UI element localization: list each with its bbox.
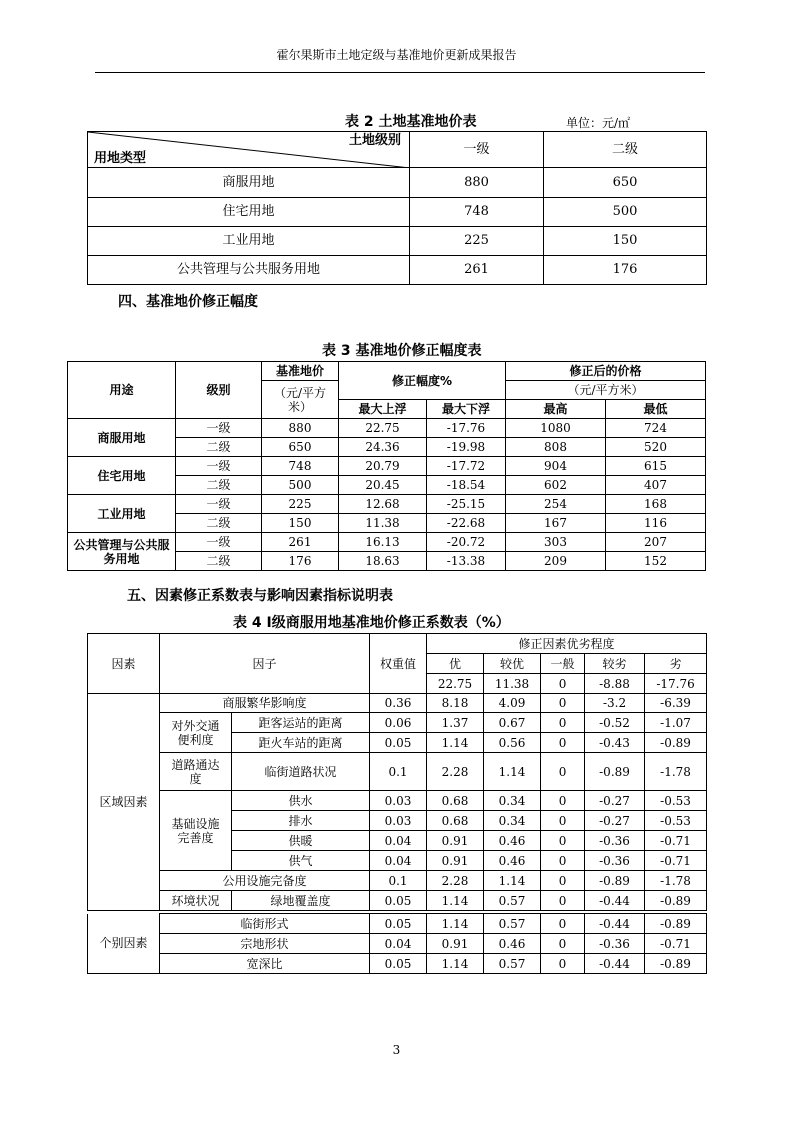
coef-cell: 0 <box>541 694 585 713</box>
header-corrected-unit: （元/平方米） <box>506 381 706 400</box>
weight-cell: 0.05 <box>370 954 427 974</box>
high-cell: 303 <box>506 533 606 552</box>
factor-name: 商服繁华影响度 <box>160 694 370 713</box>
level-cell: 一级 <box>176 495 262 514</box>
corner-bottom-label: 用地类型 <box>94 151 147 166</box>
coef-cell: -0.27 <box>585 811 645 831</box>
down-cell: -17.76 <box>427 419 506 438</box>
up-cell: 18.63 <box>339 552 427 571</box>
table4-correction-coefficients <box>87 633 707 911</box>
coef-cell: 0 <box>541 954 585 974</box>
coef-cell: -0.44 <box>585 914 645 934</box>
level-cell: 二级 <box>176 514 262 533</box>
coef-cell: -0.44 <box>585 954 645 974</box>
price-cell: 150 <box>544 227 707 256</box>
header-rule <box>95 72 705 73</box>
factor-name: 供暖 <box>232 831 370 851</box>
coef-cell: 0.34 <box>484 791 541 811</box>
coef-cell: 1.14 <box>484 871 541 891</box>
coef-cell: -0.89 <box>645 891 707 911</box>
price-cell: 748 <box>262 457 339 476</box>
coef-cell: 0.68 <box>427 791 484 811</box>
coef-cell: 0 <box>541 733 585 753</box>
header-factor-group: 因素 <box>88 634 160 694</box>
weight-cell: 0.03 <box>370 811 427 831</box>
up-cell: 16.13 <box>339 533 427 552</box>
table-row <box>88 256 707 285</box>
coef-cell: -0.52 <box>585 713 645 733</box>
grade-value: -17.76 <box>645 674 707 694</box>
table3-price-adjustment-range <box>67 361 706 571</box>
coef-cell: 0 <box>541 791 585 811</box>
high-cell: 602 <box>506 476 606 495</box>
coef-cell: 0 <box>541 914 585 934</box>
coef-cell: 0 <box>541 891 585 911</box>
coef-cell: 1.14 <box>484 753 541 791</box>
table-row <box>68 533 706 552</box>
coef-cell: 0.56 <box>484 733 541 753</box>
level-cell: 二级 <box>176 438 262 457</box>
level-cell: 二级 <box>176 476 262 495</box>
table-row <box>88 934 707 954</box>
use-cell: 公共管理与公共服务用地 <box>68 533 176 571</box>
coef-cell: -0.36 <box>585 934 645 954</box>
table-row <box>88 753 707 791</box>
table-row <box>88 694 707 713</box>
price-cell: 261 <box>410 256 544 285</box>
header-base-unit: （元/平方米） <box>262 381 339 419</box>
table2-caption: 表 2 土地基准地价表 <box>345 114 477 130</box>
table-row <box>68 495 706 514</box>
price-cell: 500 <box>544 198 707 227</box>
down-cell: -20.72 <box>427 533 506 552</box>
header-low: 最低 <box>606 400 706 419</box>
land-use-type: 公共管理与公共服务用地 <box>88 256 410 285</box>
coef-cell: 0.57 <box>484 914 541 934</box>
weight-cell: 0.1 <box>370 753 427 791</box>
price-cell: 880 <box>410 168 544 198</box>
coef-cell: -1.07 <box>645 713 707 733</box>
coef-cell: -0.53 <box>645 811 707 831</box>
table-row <box>88 891 707 911</box>
table-row <box>88 954 707 974</box>
coef-cell: 1.14 <box>427 914 484 934</box>
grade-header: 优 <box>427 654 484 674</box>
up-cell: 20.79 <box>339 457 427 476</box>
coef-cell: 1.14 <box>427 733 484 753</box>
level-cell: 二级 <box>176 552 262 571</box>
table2-base-land-price <box>87 131 707 285</box>
factor-name: 公用设施完备度 <box>160 871 370 891</box>
coef-cell: -0.89 <box>585 871 645 891</box>
coef-cell: 0 <box>541 871 585 891</box>
header-corrected: 修正后的价格 <box>506 362 706 381</box>
coef-cell: -1.78 <box>645 753 707 791</box>
level-cell: 一级 <box>176 533 262 552</box>
table-row <box>88 168 707 198</box>
table-row <box>88 198 707 227</box>
section4-heading: 四、基准地价修正幅度 <box>118 294 258 310</box>
use-cell: 住宅用地 <box>68 457 176 495</box>
coef-cell: 2.28 <box>427 753 484 791</box>
coef-cell: 0.57 <box>484 891 541 911</box>
header-base-price: 基准地价 <box>262 362 339 381</box>
header-weight: 权重值 <box>370 634 427 694</box>
factor-name: 宗地形状 <box>160 934 370 954</box>
weight-cell: 0.1 <box>370 871 427 891</box>
header-degree: 修正因素优劣程度 <box>427 634 707 654</box>
grade-header: 劣 <box>645 654 707 674</box>
down-cell: -19.98 <box>427 438 506 457</box>
factor-name: 供水 <box>232 791 370 811</box>
coef-cell: 0.34 <box>484 811 541 831</box>
weight-cell: 0.04 <box>370 851 427 871</box>
weight-cell: 0.04 <box>370 831 427 851</box>
down-cell: -17.72 <box>427 457 506 476</box>
level-cell: 一级 <box>176 457 262 476</box>
factor-name: 排水 <box>232 811 370 831</box>
table2-unit: 单位：元/㎡ <box>566 116 631 130</box>
coef-cell: 0.46 <box>484 831 541 851</box>
coef-cell: 0.91 <box>427 851 484 871</box>
coef-cell: 4.09 <box>484 694 541 713</box>
coef-cell: 0 <box>541 934 585 954</box>
price-cell: 150 <box>262 514 339 533</box>
table4-caption: 表 4 Ⅰ级商服用地基准地价修正系数表（%） <box>233 615 510 631</box>
coef-cell: 0 <box>541 851 585 871</box>
header-range: 修正幅度% <box>339 362 506 400</box>
corner-top-label: 土地级别 <box>348 133 401 148</box>
down-cell: -13.38 <box>427 552 506 571</box>
factor-name: 距火车站的距离 <box>232 733 370 753</box>
weight-cell: 0.03 <box>370 791 427 811</box>
high-cell: 167 <box>506 514 606 533</box>
factor-name: 临街道路状况 <box>232 753 370 791</box>
weight-cell: 0.36 <box>370 694 427 713</box>
up-cell: 20.45 <box>339 476 427 495</box>
header-level: 级别 <box>176 362 262 419</box>
high-cell: 254 <box>506 495 606 514</box>
subgroup-traffic: 对外交通便利度 <box>160 713 232 753</box>
section5-heading: 五、因素修正系数表与影响因素指标说明表 <box>127 588 393 604</box>
table4-individual-factors <box>87 913 707 974</box>
low-cell: 207 <box>606 533 706 552</box>
low-cell: 520 <box>606 438 706 457</box>
header-max-up: 最大上浮 <box>339 400 427 419</box>
coef-cell: -0.89 <box>645 733 707 753</box>
up-cell: 22.75 <box>339 419 427 438</box>
table-row <box>68 457 706 476</box>
coef-cell: 0.67 <box>484 713 541 733</box>
high-cell: 808 <box>506 438 606 457</box>
header-max-down: 最大下浮 <box>427 400 506 419</box>
factor-name: 距客运站的距离 <box>232 713 370 733</box>
low-cell: 724 <box>606 419 706 438</box>
grade-value: -8.88 <box>585 674 645 694</box>
weight-cell: 0.05 <box>370 914 427 934</box>
grade-header: 较劣 <box>585 654 645 674</box>
subgroup-infra: 基础设施完善度 <box>160 791 232 871</box>
low-cell: 116 <box>606 514 706 533</box>
price-cell: 880 <box>262 419 339 438</box>
coef-cell: -0.89 <box>585 753 645 791</box>
weight-cell: 0.05 <box>370 891 427 911</box>
running-header: 霍尔果斯市土地定级与基准地价更新成果报告 <box>276 48 517 62</box>
price-cell: 225 <box>410 227 544 256</box>
land-use-type: 工业用地 <box>88 227 410 256</box>
low-cell: 152 <box>606 552 706 571</box>
coef-cell: -3.2 <box>585 694 645 713</box>
up-cell: 11.38 <box>339 514 427 533</box>
factor-name: 供气 <box>232 851 370 871</box>
coef-cell: 0 <box>541 831 585 851</box>
factor-name: 临街形式 <box>160 914 370 934</box>
coef-cell: 1.37 <box>427 713 484 733</box>
down-cell: -25.15 <box>427 495 506 514</box>
high-cell: 209 <box>506 552 606 571</box>
column-header: 一级 <box>410 132 544 168</box>
price-cell: 225 <box>262 495 339 514</box>
table-row <box>68 419 706 438</box>
regional-factor-label: 区域因素 <box>88 694 160 911</box>
coef-cell: -0.43 <box>585 733 645 753</box>
grade-value: 22.75 <box>427 674 484 694</box>
coef-cell: 0 <box>541 753 585 791</box>
low-cell: 615 <box>606 457 706 476</box>
coef-cell: 8.18 <box>427 694 484 713</box>
coef-cell: -0.36 <box>585 831 645 851</box>
coef-cell: -0.89 <box>645 914 707 934</box>
level-cell: 一级 <box>176 419 262 438</box>
grade-header: 一般 <box>541 654 585 674</box>
factor-name: 宽深比 <box>160 954 370 974</box>
coef-cell: 0.57 <box>484 954 541 974</box>
coef-cell: -6.39 <box>645 694 707 713</box>
header-factor: 因子 <box>160 634 370 694</box>
coef-cell: 0 <box>541 713 585 733</box>
coef-cell: -1.78 <box>645 871 707 891</box>
use-cell: 商服用地 <box>68 419 176 457</box>
coef-cell: -0.71 <box>645 934 707 954</box>
coef-cell: 0.91 <box>427 934 484 954</box>
coef-cell: -0.53 <box>645 791 707 811</box>
price-cell: 261 <box>262 533 339 552</box>
coef-cell: -0.44 <box>585 891 645 911</box>
subgroup-env: 环境状况 <box>160 891 232 911</box>
land-use-type: 商服用地 <box>88 168 410 198</box>
price-cell: 650 <box>262 438 339 457</box>
price-cell: 650 <box>544 168 707 198</box>
header-high: 最高 <box>506 400 606 419</box>
table-row <box>88 914 707 934</box>
grade-value: 0 <box>541 674 585 694</box>
low-cell: 407 <box>606 476 706 495</box>
header-use: 用途 <box>68 362 176 419</box>
table-row <box>88 871 707 891</box>
price-cell: 500 <box>262 476 339 495</box>
coef-cell: 0.68 <box>427 811 484 831</box>
price-cell: 748 <box>410 198 544 227</box>
down-cell: -18.54 <box>427 476 506 495</box>
subgroup-road: 道路通达度 <box>160 753 232 791</box>
use-cell: 工业用地 <box>68 495 176 533</box>
high-cell: 904 <box>506 457 606 476</box>
land-use-type: 住宅用地 <box>88 198 410 227</box>
coef-cell: 0.91 <box>427 831 484 851</box>
coef-cell: -0.36 <box>585 851 645 871</box>
coef-cell: 0 <box>541 811 585 831</box>
coef-cell: 0.46 <box>484 934 541 954</box>
table3-caption: 表 3 基准地价修正幅度表 <box>322 343 482 359</box>
coef-cell: -0.89 <box>645 954 707 974</box>
weight-cell: 0.04 <box>370 934 427 954</box>
weight-cell: 0.06 <box>370 713 427 733</box>
coef-cell: -0.27 <box>585 791 645 811</box>
individual-factor-label: 个别因素 <box>88 914 160 974</box>
grade-value: 11.38 <box>484 674 541 694</box>
table-row <box>88 713 707 733</box>
coef-cell: -0.71 <box>645 831 707 851</box>
page-number: 3 <box>392 1043 401 1057</box>
down-cell: -22.68 <box>427 514 506 533</box>
table2-corner-cell <box>88 132 410 168</box>
grade-header: 较优 <box>484 654 541 674</box>
price-cell: 176 <box>544 256 707 285</box>
table-row <box>88 227 707 256</box>
high-cell: 1080 <box>506 419 606 438</box>
weight-cell: 0.05 <box>370 733 427 753</box>
up-cell: 12.68 <box>339 495 427 514</box>
coef-cell: 1.14 <box>427 954 484 974</box>
coef-cell: -0.71 <box>645 851 707 871</box>
factor-name: 绿地覆盖度 <box>232 891 370 911</box>
up-cell: 24.36 <box>339 438 427 457</box>
price-cell: 176 <box>262 552 339 571</box>
low-cell: 168 <box>606 495 706 514</box>
coef-cell: 2.28 <box>427 871 484 891</box>
coef-cell: 1.14 <box>427 891 484 911</box>
coef-cell: 0.46 <box>484 851 541 871</box>
column-header: 二级 <box>544 132 707 168</box>
table-row <box>88 791 707 811</box>
